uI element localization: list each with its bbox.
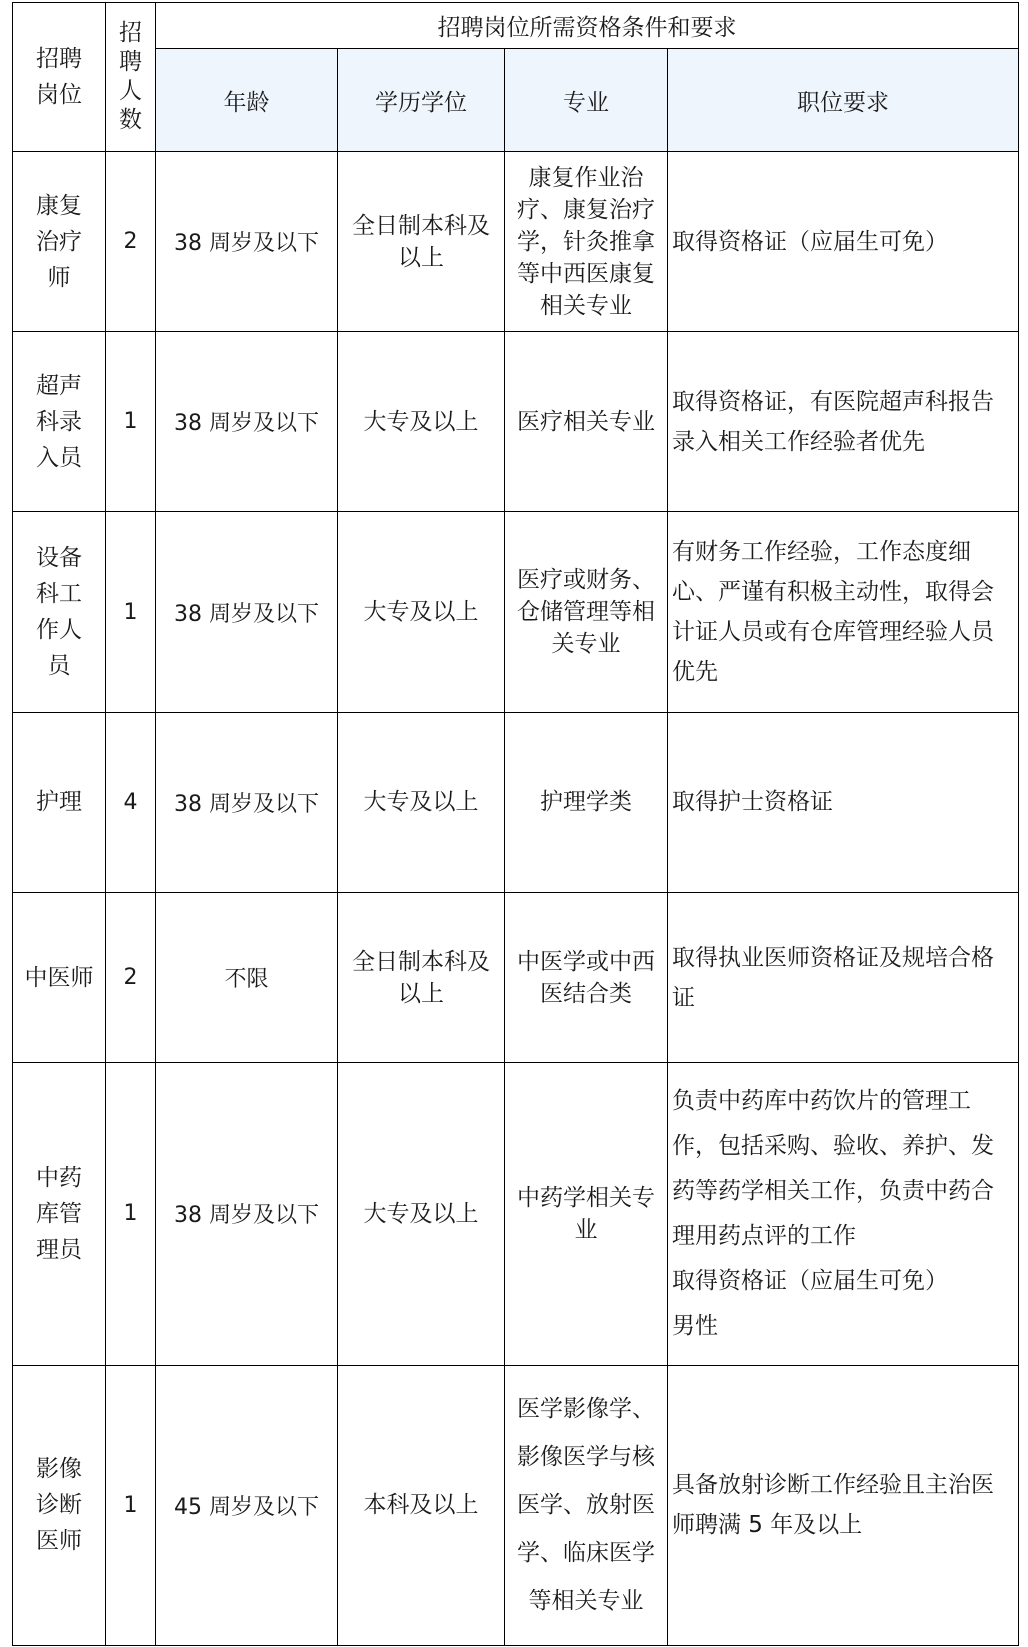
major-cell: 中药学相关专业 bbox=[505, 1063, 668, 1365]
header-row-top bbox=[13, 3, 1019, 49]
position-cell: 护理 bbox=[13, 712, 106, 892]
table-row bbox=[13, 712, 1019, 892]
requirements-cell: 有财务工作经验，工作态度细心、严谨有积极主动性，取得会计证人员或有仓库管理经验人员优先 bbox=[668, 512, 1019, 712]
table-row bbox=[13, 1365, 1019, 1645]
age-cell: 38 周岁及以下 bbox=[156, 1063, 338, 1365]
position-cell: 中药库管理员 bbox=[13, 1063, 106, 1365]
age-cell: 45 周岁及以下 bbox=[156, 1365, 338, 1645]
major-cell: 康复作业治疗、康复治疗学，针灸推拿等中西医康复相关专业 bbox=[505, 152, 668, 332]
major-cell: 医学影像学、影像医学与核医学、放射医学、临床医学等相关专业 bbox=[505, 1365, 668, 1645]
requirements-cell: 取得资格证（应届生可免） bbox=[668, 152, 1019, 332]
education-cell: 本科及以上 bbox=[338, 1365, 505, 1645]
major-cell: 医疗相关专业 bbox=[505, 332, 668, 512]
count-cell: 4 bbox=[106, 712, 156, 892]
header-age: 年龄 bbox=[156, 49, 338, 152]
position-cell: 康复治疗师 bbox=[13, 152, 106, 332]
major-cell: 医疗或财务、仓储管理等相关专业 bbox=[505, 512, 668, 712]
major-cell: 中医学或中西医结合类 bbox=[505, 892, 668, 1062]
header-position: 招聘岗位 bbox=[13, 3, 106, 152]
table-row bbox=[13, 1063, 1019, 1365]
count-cell: 1 bbox=[106, 332, 156, 512]
age-cell: 38 周岁及以下 bbox=[156, 512, 338, 712]
table-row bbox=[13, 892, 1019, 1062]
count-cell: 2 bbox=[106, 892, 156, 1062]
table-row bbox=[13, 512, 1019, 712]
count-cell: 1 bbox=[106, 512, 156, 712]
requirements-cell: 具备放射诊断工作经验且主治医师聘满 5 年及以上 bbox=[668, 1365, 1019, 1645]
header-row-sub bbox=[13, 49, 1019, 152]
header-education: 学历学位 bbox=[338, 49, 505, 152]
education-cell: 大专及以上 bbox=[338, 332, 505, 512]
education-cell: 大专及以上 bbox=[338, 712, 505, 892]
header-major: 专业 bbox=[505, 49, 668, 152]
education-cell: 全日制本科及以上 bbox=[338, 892, 505, 1062]
education-cell: 大专及以上 bbox=[338, 1063, 505, 1365]
count-cell: 1 bbox=[106, 1365, 156, 1645]
position-cell: 设备科工作人员 bbox=[13, 512, 106, 712]
position-cell: 超声科录入员 bbox=[13, 332, 106, 512]
header-group-title: 招聘岗位所需资格条件和要求 bbox=[156, 3, 1019, 49]
education-cell: 大专及以上 bbox=[338, 512, 505, 712]
requirements-cell: 负责中药库中药饮片的管理工作，包括采购、验收、养护、发药等药学相关工作，负责中药合理用药点评的工作 取得资格证（应届生可免） 男性 bbox=[668, 1063, 1019, 1365]
requirements-cell: 取得护士资格证 bbox=[668, 712, 1019, 892]
major-cell: 护理学类 bbox=[505, 712, 668, 892]
header-requirements: 职位要求 bbox=[668, 49, 1019, 152]
header-count: 招聘人数 bbox=[106, 3, 156, 152]
age-cell: 38 周岁及以下 bbox=[156, 712, 338, 892]
position-cell: 中医师 bbox=[13, 892, 106, 1062]
recruitment-table bbox=[12, 2, 1019, 1646]
table-row bbox=[13, 332, 1019, 512]
requirements-cell: 取得资格证，有医院超声科报告录入相关工作经验者优先 bbox=[668, 332, 1019, 512]
count-cell: 1 bbox=[106, 1063, 156, 1365]
age-cell: 不限 bbox=[156, 892, 338, 1062]
count-cell: 2 bbox=[106, 152, 156, 332]
education-cell: 全日制本科及以上 bbox=[338, 152, 505, 332]
age-cell: 38 周岁及以下 bbox=[156, 332, 338, 512]
position-cell: 影像诊断医师 bbox=[13, 1365, 106, 1645]
recruitment-document bbox=[12, 2, 1018, 1646]
requirements-cell: 取得执业医师资格证及规培合格证 bbox=[668, 892, 1019, 1062]
age-cell: 38 周岁及以下 bbox=[156, 152, 338, 332]
table-row bbox=[13, 152, 1019, 332]
